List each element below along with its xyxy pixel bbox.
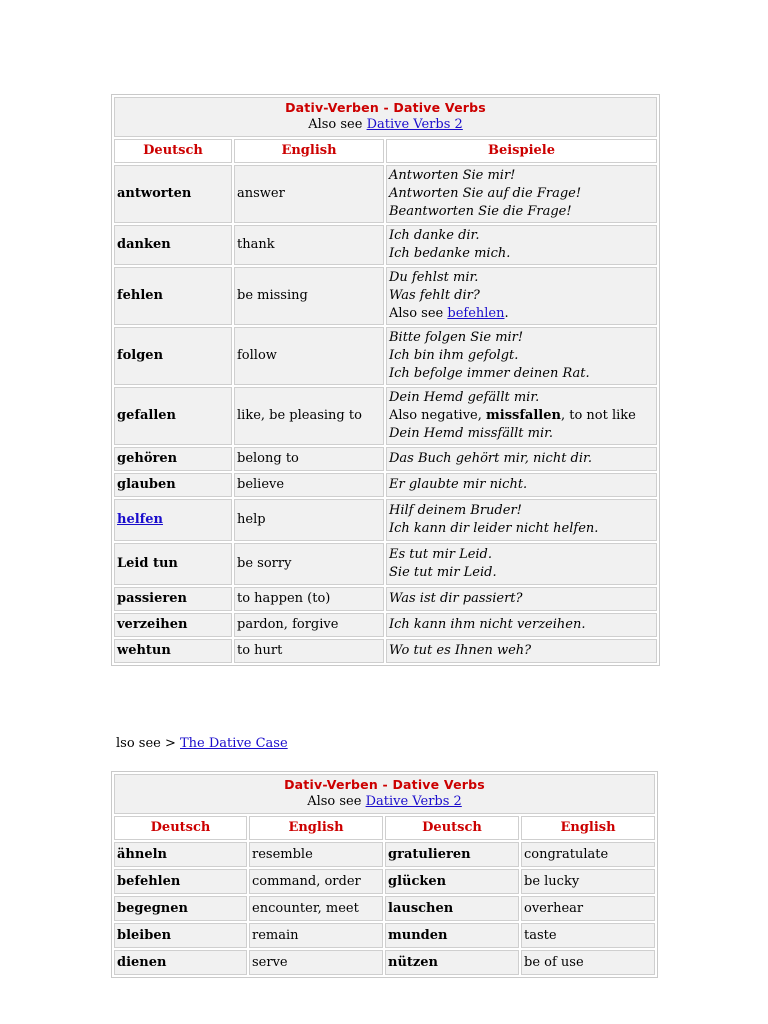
befehlen-link[interactable]: befehlen [447,306,505,321]
table-row [114,587,657,611]
header-english: English [234,139,384,163]
header-deutsch: Deutsch [114,816,247,840]
example-line: Dein Hemd gefällt mir. [389,390,540,405]
example-cell: Wo tut es Ihnen weh? [386,639,657,663]
verb-cell: gefallen [114,387,232,445]
example-line: Du fehlst mir. [389,270,479,285]
example-cell [386,165,657,223]
table-row [114,923,655,948]
dative-verbs-table [111,94,660,666]
example-cell: Er glaubte mir nicht. [386,473,657,497]
table-row [114,950,655,975]
dative-verbs-2-link[interactable]: Dative Verbs 2 [365,794,462,809]
verb-cell: befehlen [114,869,247,894]
verb-cell: bleiben [114,923,247,948]
verb-cell: danken [114,225,232,265]
english-cell: encounter, meet [249,896,383,921]
verb-cell: dienen [114,950,247,975]
english-cell: overhear [521,896,655,921]
table-row [114,387,657,445]
verb-cell: lauschen [385,896,519,921]
english-cell: congratulate [521,842,655,867]
verb-cell [114,499,232,541]
verb-cell: folgen [114,327,232,385]
english-cell: to hurt [234,639,384,663]
table-row [114,225,657,265]
table-row [114,499,657,541]
example-cell [386,267,657,325]
table-row [114,447,657,471]
verb-cell: gratulieren [385,842,519,867]
negative-label: Also negative, [389,408,486,423]
verb-cell: fehlen [114,267,232,325]
negative-verb: missfallen [486,408,561,423]
example-cell [386,327,657,385]
english-cell: like, be pleasing to [234,387,384,445]
example-line: Beantworten Sie die Frage! [389,204,572,219]
english-cell: be missing [234,267,384,325]
also-see-label: Also see [307,794,366,809]
english-cell: follow [234,327,384,385]
verb-cell: antworten [114,165,232,223]
dative-verbs-table-2 [111,771,658,978]
also-see-suffix: . [504,306,509,321]
table-row [114,267,657,325]
example-line: Antworten Sie mir! [389,168,516,183]
verb-cell: gehören [114,447,232,471]
english-cell: resemble [249,842,383,867]
table-title-cell [114,774,655,814]
example-line: Ich kann dir leider nicht helfen. [389,521,599,536]
example-cell [386,387,657,445]
also-see-dative-case [116,736,288,751]
example-line: Sie tut mir Leid. [389,565,497,580]
verb-cell: begegnen [114,896,247,921]
table-row [114,869,655,894]
verb-cell: glauben [114,473,232,497]
example-cell [386,225,657,265]
table-title-cell [114,97,657,137]
example-cell: Das Buch gehört mir, nicht dir. [386,447,657,471]
verb-cell: munden [385,923,519,948]
table-row [114,842,655,867]
table-row [114,639,657,663]
table-row [114,896,655,921]
example-line: Ich bin ihm gefolgt. [389,348,519,363]
verb-cell: passieren [114,587,232,611]
header-beispiele: Beispiele [386,139,657,163]
table-title: Dativ-Verben - Dative Verbs [285,100,486,115]
example-line: Bitte folgen Sie mir! [389,330,524,345]
table-row [114,165,657,223]
example-line: Ich befolge immer deinen Rat. [389,366,590,381]
table-row [114,473,657,497]
header-deutsch: Deutsch [114,139,232,163]
english-cell: be of use [521,950,655,975]
english-cell: pardon, forgive [234,613,384,637]
english-cell: remain [249,923,383,948]
also-see-line [117,116,654,133]
english-cell: serve [249,950,383,975]
negative-meaning: , to not like [560,408,636,423]
verb-cell: glücken [385,869,519,894]
also-see-label: Also see [389,306,448,321]
example-cell: Was ist dir passiert? [386,587,657,611]
verb-cell: wehtun [114,639,232,663]
example-line: Dein Hemd missfällt mir. [389,426,554,441]
table-row [114,327,657,385]
helfen-link[interactable]: helfen [117,512,163,527]
example-line: Antworten Sie auf die Frage! [389,186,582,201]
english-cell: to happen (to) [234,587,384,611]
english-cell: command, order [249,869,383,894]
english-cell: thank [234,225,384,265]
table-row [114,543,657,585]
header-english: English [249,816,383,840]
dative-verbs-2-link[interactable]: Dative Verbs 2 [366,117,463,132]
also-see-note [389,305,654,323]
english-cell: be sorry [234,543,384,585]
also-see-label: lso see > [116,736,181,751]
english-cell: answer [234,165,384,223]
example-line: Ich bedanke mich. [389,246,511,261]
header-english: English [521,816,655,840]
header-deutsch: Deutsch [385,816,519,840]
verb-cell: ähneln [114,842,247,867]
also-see-line [117,793,652,810]
example-line: Ich danke dir. [389,228,480,243]
example-line: Was fehlt dir? [389,288,480,303]
english-cell: help [234,499,384,541]
english-cell: taste [521,923,655,948]
example-line: Es tut mir Leid. [389,547,493,562]
english-cell: belong to [234,447,384,471]
table-row [114,613,657,637]
also-see-label: Also see [308,117,367,132]
verb-cell: nützen [385,950,519,975]
verb-cell: Leid tun [114,543,232,585]
example-line: Hilf deinem Bruder! [389,503,522,518]
negative-note [389,407,654,425]
table-title: Dativ-Verben - Dative Verbs [284,777,485,792]
dative-case-link[interactable]: The Dative Case [180,736,288,751]
example-cell [386,499,657,541]
verb-cell: verzeihen [114,613,232,637]
english-cell: be lucky [521,869,655,894]
example-cell: Ich kann ihm nicht verzeihen. [386,613,657,637]
english-cell: believe [234,473,384,497]
example-cell [386,543,657,585]
